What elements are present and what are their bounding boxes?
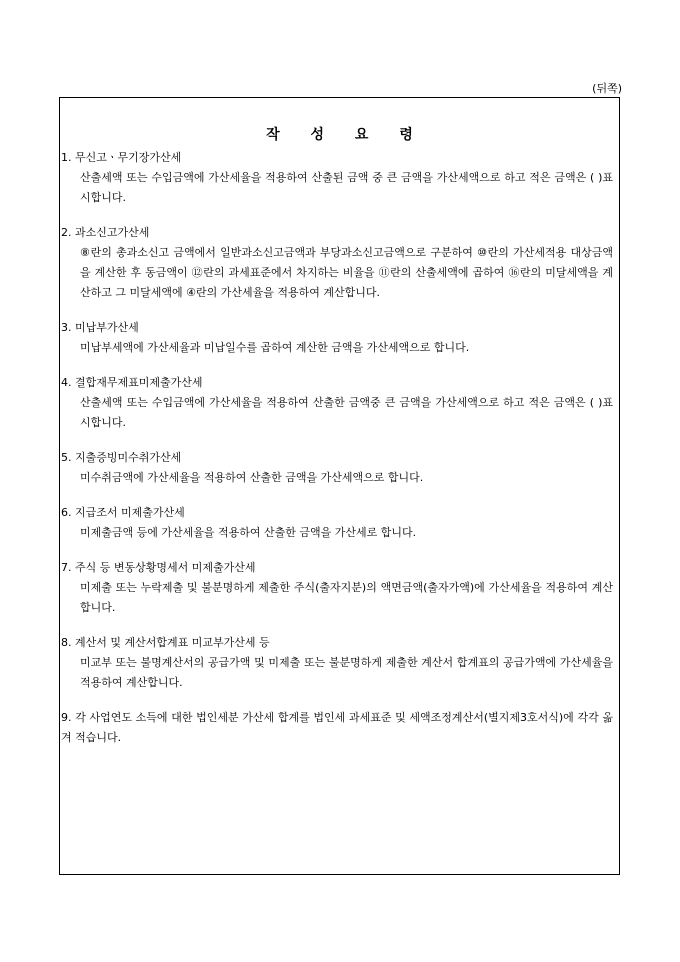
item-number: 4. — [61, 376, 72, 389]
instruction-item-3 — [60, 318, 619, 358]
instructions-box — [59, 97, 620, 875]
item-number: 8. — [61, 636, 72, 649]
item-body: 미교부 또는 불명계산서의 공급가액 및 미제출 또는 불분명하게 제출한 계산서 합계표의 공급가액에 가산세율을 적용하여 계산합니다. — [80, 656, 613, 689]
item-number: 2. — [61, 226, 72, 239]
item-heading: 결합재무제표미제출가산세 — [75, 376, 203, 389]
item-number: 1. — [61, 151, 72, 164]
item-number: 6. — [61, 506, 72, 519]
instruction-item-1 — [60, 148, 619, 208]
item-number: 3. — [61, 321, 72, 334]
instruction-item-9 — [60, 708, 619, 748]
item-number: 7. — [61, 561, 72, 574]
item-number: 5. — [61, 451, 72, 464]
page-side-label: (뒤쪽) — [592, 82, 622, 95]
item-body: 미제출금액 등에 가산세율을 적용하여 산출한 금액을 가산세로 합니다. — [80, 526, 417, 539]
item-heading: 주식 등 변동상황명세서 미제출가산세 — [75, 561, 256, 574]
item-heading: 지급조서 미제출가산세 — [75, 506, 185, 519]
item-body: 미제출 또는 누락제출 및 불분명하게 제출한 주식(출자지분)의 액면금액(출자가액)에 가산세율을 적용하여 계산합니다. — [80, 581, 613, 614]
item-number: 9. — [61, 711, 72, 724]
item-heading: 과소신고가산세 — [75, 226, 150, 239]
instruction-list — [60, 148, 619, 763]
item-body: 미수취금액에 가산세율을 적용하여 산출한 금액을 가산세액으로 합니다. — [80, 471, 424, 484]
item-heading: 미납부가산세 — [75, 321, 139, 334]
instruction-item-2 — [60, 223, 619, 303]
item-body: 미납부세액에 가산세율과 미납일수를 곱하여 계산한 금액을 가산세액으로 합니다. — [80, 341, 470, 354]
item-heading: 계산서 및 계산서합계표 미교부가산세 등 — [75, 636, 270, 649]
instruction-item-7 — [60, 558, 619, 618]
instruction-item-4 — [60, 373, 619, 433]
item-body: 산출세액 또는 수입금액에 가산세율을 적용하여 산출된 금액 중 큰 금액을 가산세액으로 하고 적은 금액은 ( )표시합니다. — [80, 171, 613, 204]
document-title: 작 성 요 령 — [266, 127, 413, 143]
item-body: ⑧란의 총과소신고 금액에서 일반과소신고금액과 부당과소신고금액으로 구분하여 ⑩란의 가산세적용 대상금액을 계산한 후 동금액이 ⑫란의 과세표준에서 차지하는 비율을 ⑪란의 산출세액에 곱하여 ⑯란의 미달세액을 계산하고 그 미달세액에 ④란의 가산세율을 적용하여 계산합니다. — [80, 246, 613, 299]
instruction-item-8 — [60, 633, 619, 693]
item-body: 산출세액 또는 수입금액에 가산세율을 적용하여 산출한 금액중 큰 금액을 가산세액으로 하고 적은 금액은 ( )표시합니다. — [80, 396, 613, 429]
instruction-item-6 — [60, 503, 619, 543]
instruction-item-5 — [60, 448, 619, 488]
item-heading: 지출증빙미수취가산세 — [75, 451, 182, 464]
item-heading: 각 사업연도 소득에 대한 법인세분 가산세 합계를 법인세 과세표준 및 세액조정계산서(별지제3호서식)에 각각 옮겨 적습니다. — [61, 711, 613, 744]
item-heading: 무신고ㆍ무기장가산세 — [75, 151, 182, 164]
